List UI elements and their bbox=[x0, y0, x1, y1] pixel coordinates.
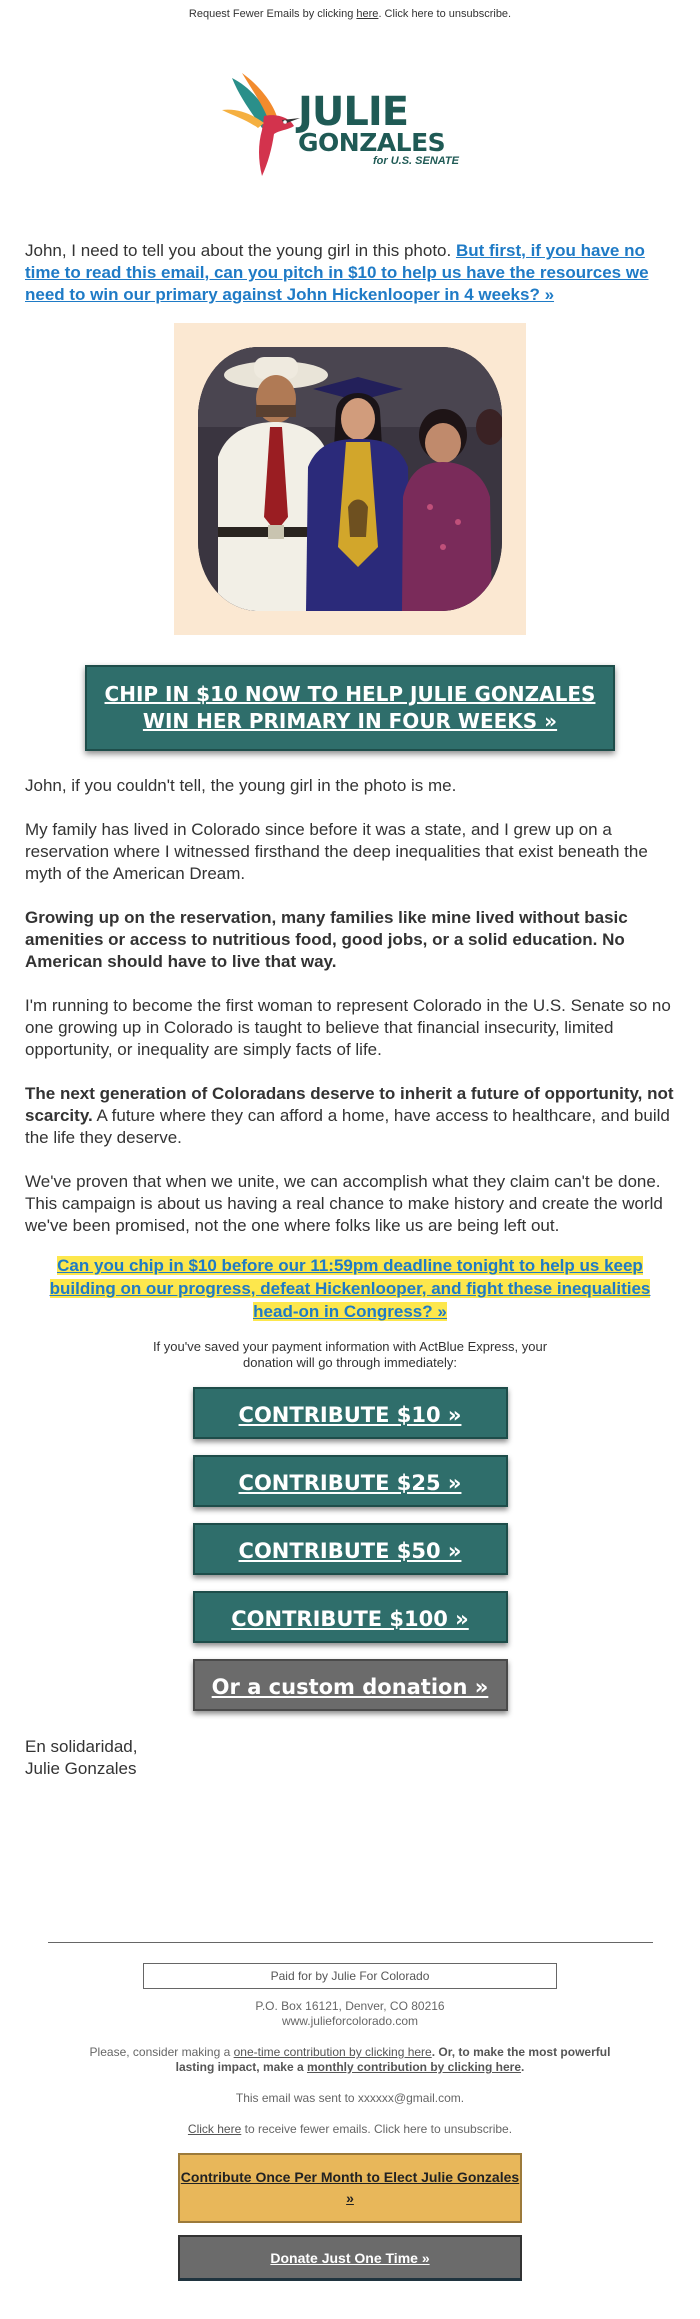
footer-fewer-emails bbox=[0, 2122, 700, 2137]
footer-address: P.O. Box 16121, Denver, CO 80216 bbox=[255, 1999, 445, 2013]
request-fewer-emails-bar bbox=[0, 0, 700, 28]
paragraph-1: John, if you couldn't tell, the young girl in the photo is me. bbox=[25, 776, 457, 795]
one-time-contribution-link[interactable]: one-time contribution by clicking here bbox=[233, 2045, 432, 2059]
paid-for-by-box: Paid for by Julie For Colorado bbox=[143, 1963, 557, 1989]
footer-click-here-link[interactable]: Click here bbox=[187, 2122, 242, 2136]
footer-sent-to: This email was sent to xxxxxx@gmail.com. bbox=[235, 2091, 465, 2105]
paragraph-6: We've proven that when we unite, we can accomplish what they claim can't be done. This campaign is about us having a real chance to make history and create the world we've been promised, not the one where folks like us are being left out. bbox=[25, 1172, 663, 1235]
contribute-10-button[interactable]: CONTRIBUTE $10 » bbox=[193, 1387, 508, 1439]
signoff bbox=[0, 1736, 700, 1780]
here-link[interactable]: here bbox=[356, 8, 379, 20]
contribute-50-button[interactable]: CONTRIBUTE $50 » bbox=[193, 1523, 508, 1575]
paragraph-4: I'm running to become the first woman to represent Colorado in the U.S. Senate so no one growing up in Colorado is taught to believe that financial insecurity, limited opportunity, or inequality are simply facts of life. bbox=[25, 996, 671, 1059]
top-suffix[interactable]: . Click here to unsubscribe. bbox=[378, 8, 512, 20]
paragraph-5 bbox=[25, 1083, 675, 1149]
logo-name-line1: JULIE bbox=[298, 89, 409, 135]
monthly-contribution-button[interactable]: Contribute Once Per Month to Elect Julie Gonzales » bbox=[178, 2153, 522, 2223]
paragraph-5-bold: The next generation of Coloradans deserve to inherit a future of opportunity, not scarcity. bbox=[25, 1084, 674, 1125]
top-prefix: Request Fewer Emails by clicking bbox=[188, 8, 357, 20]
deadline-donate-link[interactable]: Can you chip in $10 before our 11:59pm deadline tonight to help us keep building on our progress, defeat Hickenlooper, and fight these inequalities head-on in Congress? » bbox=[49, 1256, 651, 1321]
consider-mid: . Or, to make the most powerful lasting impact, make a bbox=[175, 2045, 611, 2074]
contribute-100-button[interactable]: CONTRIBUTE $100 » bbox=[193, 1591, 508, 1643]
footer-fewer-suffix[interactable]: to receive fewer emails. Click here to unsubscribe. bbox=[241, 2122, 513, 2136]
signoff-name: Julie Gonzales bbox=[25, 1759, 137, 1778]
consider-prefix: Please, consider making a bbox=[89, 2045, 234, 2059]
paragraph-5-rest: A future where they can afford a home, have access to healthcare, and build the life they deserve. bbox=[25, 1106, 670, 1147]
paragraph-2: My family has lived in Colorado since before it was a state, and I grew up on a reservation where I witnessed firsthand the deep inequalities that exist beneath the myth of the American Dream. bbox=[25, 820, 648, 883]
contribute-25-button[interactable]: CONTRIBUTE $25 » bbox=[193, 1455, 508, 1507]
signoff-line1: En solidaridad, bbox=[25, 1737, 138, 1756]
footer-website: www.julieforcolorado.com bbox=[281, 2014, 419, 2028]
hummingbird-icon bbox=[222, 68, 302, 178]
footer-consider: Please, consider making a one-time contribution by clicking here. Or, to make the most powerful lasting impact, make a monthly contribution by clicking here. bbox=[89, 2045, 611, 2074]
deadline-highlight bbox=[0, 1254, 700, 1323]
graduation-photo-frame[interactable] bbox=[174, 323, 526, 635]
one-time-donation-button[interactable]: Donate Just One Time » bbox=[178, 2235, 522, 2281]
paragraph-3: Growing up on the reservation, many families like mine lived without basic amenities or access to nutritious food, good jobs, or a solid education. No American should have to live that way. bbox=[25, 908, 628, 971]
intro-text: John, I need to tell you about the young girl in this photo. bbox=[25, 241, 456, 260]
logo-name-line2: GONZALES bbox=[298, 128, 446, 157]
logo-subtitle: for U.S. SENATE bbox=[373, 155, 459, 167]
chip-in-10-button[interactable]: CHIP IN $10 NOW TO HELP JULIE GONZALES WIN HER PRIMARY IN FOUR WEEKS » bbox=[85, 665, 615, 751]
footer-divider bbox=[48, 1942, 653, 1943]
actblue-note: If you've saved your payment information with ActBlue Express, your donation will go through immediately: bbox=[152, 1339, 548, 1370]
monthly-contribution-link[interactable]: monthly contribution by clicking here bbox=[307, 2060, 522, 2074]
email-footer bbox=[0, 1942, 700, 2281]
graduation-photo[interactable] bbox=[198, 347, 502, 611]
campaign-logo bbox=[0, 28, 700, 188]
intro-paragraph bbox=[0, 240, 700, 306]
custom-donation-button[interactable]: Or a custom donation » bbox=[193, 1659, 508, 1711]
intro-donate-link[interactable]: But first, if you have no time to read this email, can you pitch in $10 to help us have the resources we need to win our primary against John Hickenlooper in 4 weeks? » bbox=[25, 241, 649, 304]
